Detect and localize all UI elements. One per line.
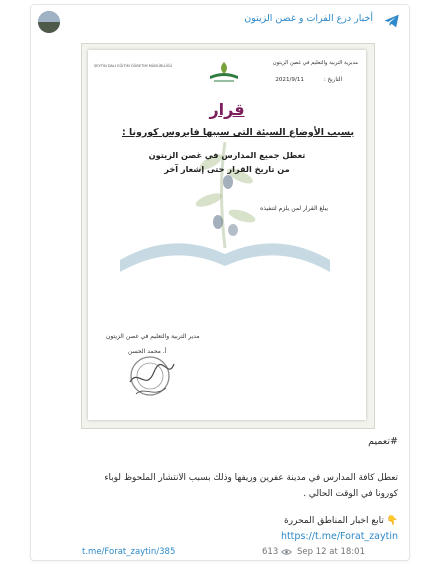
signer-title: مدير التربية والتعليم في غصن الزيتون [106, 333, 200, 340]
document-photo[interactable] [81, 43, 375, 429]
signer-name: أ. محمد الحسن [128, 348, 167, 355]
decision-point-2: من تاريخ القرار حتى إشعار آخر [164, 164, 290, 174]
notify-line: يبلغ القرار لمن يلزم لتنفيذه [260, 205, 328, 212]
pointing-down-icon: 👇 [386, 516, 398, 526]
directorate-header: مديرية التربية والتعليم في غصن الزيتون [272, 60, 358, 66]
avatar-sky [38, 11, 60, 22]
message-hashtag[interactable]: #تعميم [368, 436, 398, 447]
signature-stamp [120, 350, 180, 406]
decision-point-1: تعطل جميع المدارس في غصن الزيتون [148, 150, 306, 160]
channel-avatar[interactable] [38, 11, 60, 33]
post-date: Sep 12 at 18:01 [297, 547, 365, 557]
message-card [30, 4, 410, 561]
eye-icon [281, 548, 292, 556]
decision-title: قرار [209, 100, 245, 119]
view-count: 613 [262, 547, 279, 557]
message-header [31, 5, 409, 37]
school-logo [207, 60, 241, 84]
post-link[interactable]: t.me/Forat_zaytin/385 [82, 547, 176, 557]
telegram-icon [383, 12, 401, 30]
channel-link[interactable]: https://t.me/Forat_zaytin [280, 531, 398, 542]
message-footer [31, 545, 409, 559]
message-line-2: كورونا في الوقت الحالي . [303, 489, 398, 499]
message-line-1: تعطل كافة المدارس في مدينة عفرين وريفها وذلك بسبب الانتشار الملحوظ لوباء [104, 473, 398, 483]
decision-reason: بسبب الأوضاع السيئة التي سببها فايروس كورونا : [121, 127, 354, 138]
channel-name[interactable]: أخبار درع الفرات و غصن الزيتون [244, 13, 373, 24]
date-label: التاريخ : [323, 77, 342, 83]
avatar-land [38, 22, 60, 33]
document-page [88, 50, 366, 420]
date-value: 2021/9/11 [275, 77, 304, 83]
logo-caption: SEYTİN DALI EĞİTİM ÖĞRETİM MÜDÜRLÜĞÜ [94, 64, 173, 68]
follow-line [284, 516, 398, 526]
follow-text: تابع اخبار المناطق المحررة [284, 516, 384, 526]
